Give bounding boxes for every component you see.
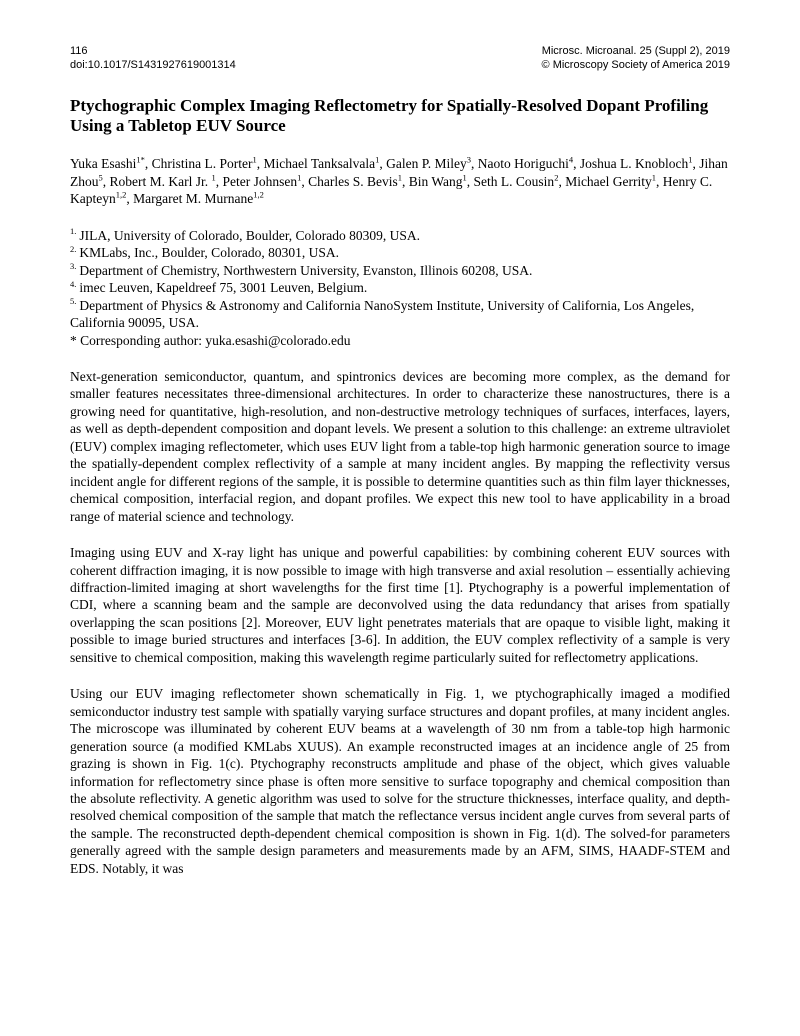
header-left bbox=[70, 44, 236, 72]
doi: doi:10.1017/S1431927619001314 bbox=[70, 59, 236, 71]
author-name: Peter Johnsen bbox=[222, 173, 298, 189]
affiliation-number: 1. bbox=[70, 226, 77, 236]
author-affiliation-mark: 1 bbox=[688, 154, 693, 165]
author bbox=[70, 156, 145, 171]
paper-title: Ptychographic Complex Imaging Reflectometry for Spatially-Resolved Dopant Profiling Using a Tabletop EUV Source bbox=[70, 96, 709, 135]
author-name: Charles S. Bevis bbox=[308, 173, 398, 189]
author-name: Michael Gerrity bbox=[565, 173, 652, 189]
page-number: 116 bbox=[70, 45, 88, 57]
paragraph: Using our EUV imaging reflectometer shown schematically in Fig. 1, we ptychographically imaged a modified semiconductor industry test sample with spatially varying surface structures and dopant profiles, at many incident angles. The microscope was illuminated by coherent EUV beams at a wavelength of 30 nm from a table-top high harmonic generation source (a modified KMLabs XUUS). An example reconstructed images at an incidence angle of 25 from grazing is shown in Fig. 1(c). Ptychography reconstructs amplitude and phase of the object, which gives valuable information for reflectometry since phase is often more sensitive to surface topography and chemical composition than the absolute reflectivity. A genetic algorithm was used to solve for the structure thicknesses, interface quality, and depth-resolved chemical composition of the sample that match the reflectance versus incident angle curves from several parts of the sample. The reconstructed depth-dependent chemical composition is shown in Fig. 1(d). The solved-for parameters generally agreed with the sample design parameters and measurements made by an AFM, SIMS, HAADF-STEM and EDS. Notably, it was bbox=[70, 686, 730, 876]
author bbox=[223, 174, 302, 189]
affiliation-number: 4. bbox=[70, 278, 77, 289]
paragraph: Imaging using EUV and X-ray light has unique and powerful capabilities: by combining coherent EUV sources with coherent diffraction imaging, it is now possible to image with high transverse and axial resolution – essentially achieving diffraction-limited imaging at short wavelengths for the first time [1]. Ptychography is a powerful implementation of CDI, where a scanning beam and the sample are deconvolved using the data redundancy that arises from spatially overlapping the scan positions [2]. Moreover, EUV light penetrates materials that are opaque to visible light, making it possible to image buried structures and interfaces [3-6]. In addition, the EUV complex reflectivity of a sample is very sensitive to chemical composition, making this wavelength regime particularly suited for reflectometry applications. bbox=[70, 545, 730, 665]
copyright: © Microscopy Society of America 2019 bbox=[541, 59, 730, 71]
author bbox=[474, 174, 559, 189]
author-name: Joshua L. Knobloch bbox=[579, 156, 689, 171]
author-name: Naoto Horiguchi bbox=[477, 156, 569, 171]
author-name: Seth L. Cousin bbox=[473, 173, 555, 189]
affiliation-text: KMLabs, Inc., Boulder, Colorado, 80301, USA. bbox=[79, 245, 340, 260]
paper-page bbox=[70, 44, 730, 877]
affiliation-text: Department of Chemistry, Northwestern University, Evanston, Illinois 60208, USA. bbox=[79, 262, 533, 278]
affiliation-text: imec Leuven, Kapeldreef 75, 3001 Leuven, Belgium. bbox=[79, 280, 368, 295]
author bbox=[478, 156, 573, 171]
author bbox=[133, 191, 264, 206]
author bbox=[409, 174, 467, 189]
author-name: Bin Wang bbox=[408, 173, 463, 189]
author-name: Margaret M. Murnane bbox=[133, 191, 254, 206]
author-affiliation-mark: 5 bbox=[98, 172, 103, 182]
affiliation-number: 5. bbox=[70, 296, 77, 306]
author-affiliation-mark: 1,2 bbox=[115, 189, 127, 200]
affiliation bbox=[70, 297, 730, 332]
affiliation bbox=[70, 227, 730, 245]
author-affiliation-mark: 2 bbox=[554, 172, 559, 182]
author-affiliation-mark: 1 bbox=[252, 154, 257, 165]
author-affiliation-mark: 1,2 bbox=[253, 189, 264, 200]
author-affiliation-mark: 1* bbox=[136, 154, 145, 165]
affiliation-list bbox=[70, 227, 730, 350]
affiliation-text: JILA, University of Colorado, Boulder, Colorado 80309, USA. bbox=[79, 227, 421, 243]
author bbox=[308, 174, 402, 189]
header-right bbox=[542, 44, 730, 72]
author bbox=[152, 156, 257, 171]
author-name: Galen P. Miley bbox=[386, 156, 467, 171]
journal-citation: Microsc. Microanal. 25 (Suppl 2), 2019 bbox=[541, 45, 730, 57]
author bbox=[565, 174, 656, 189]
author-affiliation-mark: 1 bbox=[375, 154, 380, 165]
author-affiliation-mark: 3 bbox=[466, 154, 472, 165]
affiliation bbox=[70, 262, 730, 280]
corresponding-author: * Corresponding author: yuka.esashi@colorado.edu bbox=[70, 332, 351, 348]
author bbox=[110, 174, 216, 189]
author-affiliation-mark: 1 bbox=[297, 172, 302, 182]
author-name: Yuka Esashi bbox=[70, 156, 137, 171]
author-name: Jihan Zhou bbox=[70, 156, 728, 189]
affiliation bbox=[70, 279, 730, 297]
author-name: Michael Tanksalvala bbox=[263, 156, 376, 171]
author-name: Henry C. Kapteyn bbox=[70, 173, 713, 206]
author bbox=[386, 156, 471, 171]
author-affiliation-mark: 1 bbox=[651, 172, 657, 182]
author-affiliation-mark: 1 bbox=[397, 172, 402, 182]
author bbox=[264, 156, 380, 171]
affiliation-number: 3. bbox=[70, 261, 77, 271]
affiliation-number: 2. bbox=[70, 243, 77, 254]
running-header bbox=[70, 44, 730, 72]
author-affiliation-mark: 1 bbox=[211, 172, 216, 182]
affiliation bbox=[70, 244, 730, 262]
author-list: Yuka Esashi$^{1*}$, Christina L. Porter$^1$, Michael Tanksalvala$^1$, Galen P. Miley$^3$, Naoto Horiguchi$^4$, Joshua L. Knobloch$^1$, Jihan Zhou$^5$, Robert M. Karl Jr. $^1$, Peter Johnsen$^1$, Charles S. Bevis$^1$, Bin Wang$^1$, Seth L. Cousin$^2$, Michael Gerrity$^1$, Henry C. Kapteyn$^{1,2}$, Margaret M. Murnane$^{1,2}$ bbox=[70, 154, 728, 206]
author-affiliation-mark: 4 bbox=[568, 154, 574, 165]
author-affiliation-mark: 1 bbox=[462, 172, 467, 182]
affiliation-text: Department of Physics & Astronomy and California NanoSystem Institute, University of California, Los Angeles, California 90095, USA. bbox=[70, 297, 695, 330]
author-name: Robert M. Karl Jr. bbox=[109, 173, 212, 189]
author-name: Christina L. Porter bbox=[151, 156, 253, 171]
paragraph: Next-generation semiconductor, quantum, and spintronics devices are becoming more complex, as the demand for smaller features necessitates three-dimensional architectures. In order to characterize these nanostructures, there is a growing need for quantitative, high-resolution, and non-destructive metrology techniques of surfaces, interfaces, layers, as well as depth-dependent composition and dopant levels. We present a solution to this challenge: an extreme ultraviolet (EUV) complex imaging reflectometer, which uses EUV light from a table-top high harmonic generation source to image the spatially-dependent complex reflectivity of a sample at many incident angles. By mapping the reflectivity versus incident angle for different regions of the sample, it is possible to determine quantities such as thin film layer thicknesses, chemical composition, interfacial region, and dopant profiles. We expect this new tool to have applicability in a broad range of material science and technology. bbox=[70, 369, 730, 524]
author bbox=[580, 156, 693, 171]
